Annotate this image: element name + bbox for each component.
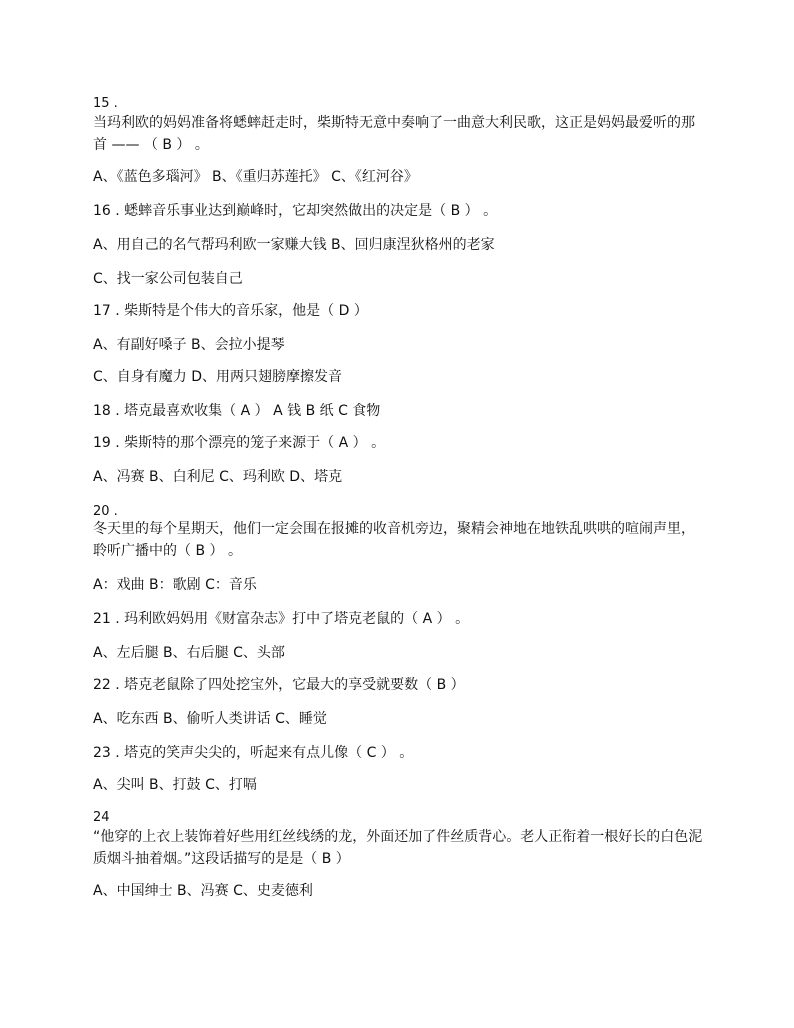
question-20-text: 冬天里的每个星期天，他们一定会围在报摊的收音机旁边，聚精会神地在地铁乱哄哄的喧闹声里，聆听广播中的（ B ） 。 — [93, 521, 695, 559]
question-16-options-line-2: C、找一家公司包装自己 — [93, 271, 243, 287]
question-16-options-line-1: A、用自己的名气帮玛利欧一家赚大钱 B、回归康涅狄格州的老家 — [93, 237, 495, 253]
question-17-options-line-1: A、有副好嗓子 B、会拉小提琴 — [93, 337, 285, 353]
question-22-text: 22 . 塔克老鼠除了四处挖宝外，它最大的享受就要数（ B ） — [93, 677, 465, 693]
question-24-text: “他穿的上衣上装饰着好些用红丝线绣的龙，外面还加了件丝质背心。老人正衔着一根好长的白色泥质烟斗抽着烟。”这段话描写的是是（ B ） — [93, 829, 703, 867]
question-17-options-line-2: C、自身有魔力 D、用两只翅膀摩擦发音 — [93, 369, 343, 385]
question-15-text: 当玛利欧的妈妈准备将蟋蟀赶走时，柴斯特无意中奏响了一曲意大利民歌，这正是妈妈最爱听的那首 —— （ B ） 。 — [93, 115, 695, 153]
question-15-number: 15 . — [93, 96, 118, 111]
question-15-options: A、《蓝色多瑙河》 B、《重归苏莲托》 C、《红河谷》 — [93, 169, 418, 185]
question-24-number: 24 — [93, 810, 110, 825]
question-17-text: 17 . 柴斯特是个伟大的音乐家，他是（ D ） — [93, 303, 368, 319]
question-19-options: A、冯赛 B、白利尼 C、玛利欧 D、塔克 — [93, 469, 343, 485]
question-21-options: A、左后腿 B、右后腿 C、头部 — [93, 645, 285, 661]
question-18-text: 18 . 塔克最喜欢收集（ A ） A 钱 B 纸 C 食物 — [93, 403, 381, 419]
question-16-text: 16 . 蟋蟀音乐事业达到巅峰时，它却突然做出的决定是（ B ） 。 — [93, 203, 498, 219]
question-24-options: A、中国绅士 B、冯赛 C、史麦德利 — [93, 883, 313, 899]
question-23-options: A、尖叫 B、打鼓 C、打嗝 — [93, 777, 257, 793]
question-21-text: 21 . 玛利欧妈妈用《财富杂志》打中了塔克老鼠的（ A ） 。 — [93, 611, 470, 627]
question-19-text: 19 . 柴斯特的那个漂亮的笼子来源于（ A ） 。 — [93, 435, 386, 451]
question-20-options: A：戏曲 B：歌剧 C：音乐 — [93, 577, 257, 593]
question-23-text: 23 . 塔克的笑声尖尖的，听起来有点儿像（ C ） 。 — [93, 745, 414, 761]
question-20-number: 20 . — [93, 504, 118, 519]
question-22-options: A、吃东西 B、偷听人类讲话 C、睡觉 — [93, 711, 327, 727]
